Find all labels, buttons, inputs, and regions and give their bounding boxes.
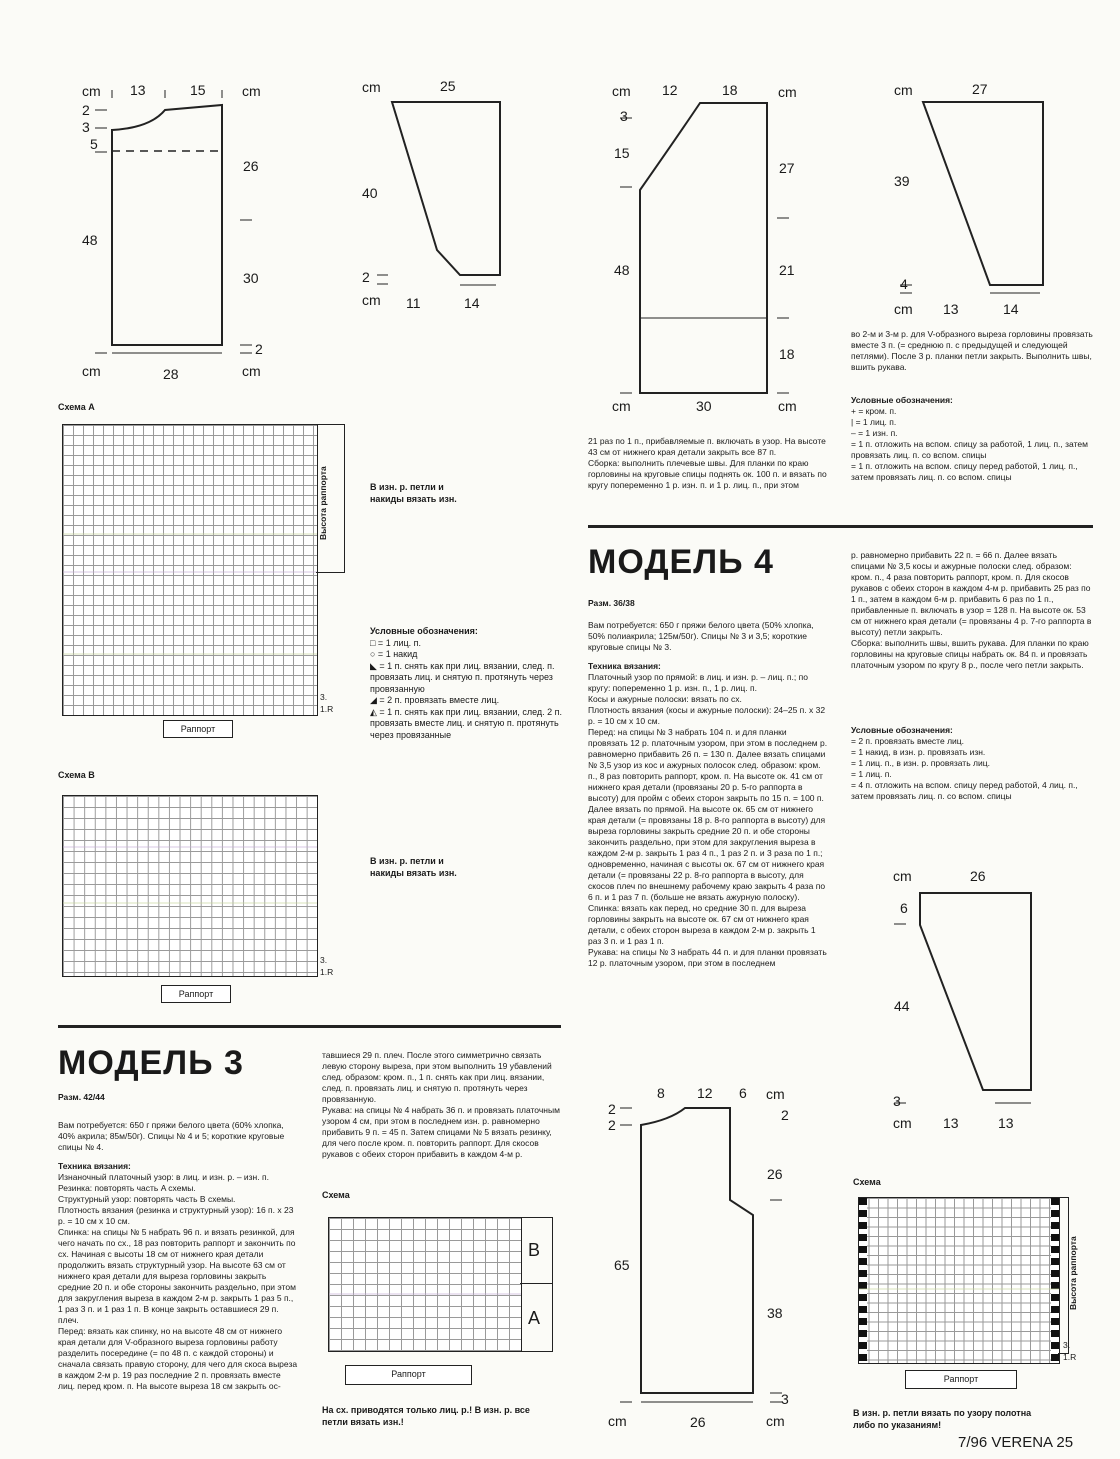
d1-right-2: 2 [255, 341, 263, 357]
schema-a-row-1r: 1.R [320, 704, 334, 714]
model3-p6: Спинка: на спицы № 5 набрать 96 п. и вязать резинкой, для чего начать по сх., 18 раз повторить раппорт и закончить по сх. Начиная с высоты 18 см от нижнего края детали продолжить вязать структурный узор. На высоте 63 см от нижнего края детали для выреза горловины закрыть средние 20 п. и обе стороны закончить раздельно, при этом для закругления выреза в каждом 2-м р. закрыть 1 раз 5 п., 1 раз 3 п. и 1 раз 1 п. В конце закрыть оставшиеся 29 п. плеч. [58, 1227, 296, 1325]
d1-bottom-0: cm [82, 363, 101, 379]
d6-right-0: 2 [781, 1107, 789, 1123]
diagram-2-outline [392, 102, 500, 275]
model4-legend-0: = 2 п. провязать вместе лиц. [851, 736, 965, 746]
legend-a-item-2: ◣ = 1 п. снять как при лиц. вязании, след. п. провязать лиц. и снятую п. протянуть через провязанную [370, 660, 555, 694]
model4-c2-p1: Сборка: выполнить швы, вшить рукава. Для планки по краю горловины на круговые спицы набрать ок. 84 п. и провязать платочным узором по кругу 8 р., после чего петли закрыть. [851, 638, 1089, 670]
legend-a-item-3: ◢ = 2 п. провязать вместе лиц. [370, 695, 500, 705]
d6-left-0: 2 [608, 1101, 616, 1117]
model4-schema-rapport: Раппорт [905, 1370, 1017, 1389]
d4-top-0: cm [894, 82, 913, 98]
schema-a-repeat-label: Высота раппорта [318, 466, 328, 540]
schema-b-row-1r: 1.R [320, 967, 334, 977]
model3-size: Разм. 42/44 [58, 1092, 105, 1102]
model4-legend-title: Условные обозначения: [851, 725, 953, 735]
d1-top-0: cm [82, 83, 101, 99]
legend-b-item-1: | = 1 лиц. п. [851, 417, 897, 427]
model3-schema-rapport: Раппорт [345, 1365, 472, 1385]
d1-left-0: 2 [82, 102, 90, 118]
model4-col1 [588, 620, 828, 969]
d4-bottom-0: cm [894, 301, 913, 317]
legend-b-title: Условные обозначения: [851, 395, 953, 405]
d2-bottom-1: 14 [464, 295, 480, 311]
d1-top-1: 13 [130, 82, 146, 98]
d3-bottom-0: cm [612, 398, 631, 414]
model3-p3: Резинка: повторять часть A схемы. [58, 1183, 196, 1193]
d1-left-2: 5 [90, 136, 98, 152]
page-footer: 7/96 VERENA 25 [958, 1434, 1074, 1451]
d6-bottom-1: 26 [690, 1414, 706, 1430]
model2-cont-0: 21 раз по 1 п., прибавляемые п. включать в узор. На высоте 43 см от нижнего края детали закрыть все 87 п. [588, 436, 826, 457]
model4-p2: Платочный узор по прямой: в лиц. и изн. р. – лиц. п.; по кругу: попеременно 1 р. изн. п., 1 р. лиц. п. [588, 672, 808, 693]
d4-left-0: 39 [894, 173, 910, 189]
model4-size: Разм. 36/38 [588, 598, 635, 608]
d1-right-0: 26 [243, 158, 259, 174]
model3-p2: Изнаночный платочный узор: в лиц. и изн. р. – изн. п. [58, 1172, 269, 1182]
d3-left-0: 3 [620, 108, 628, 124]
d1-right-1: 30 [243, 270, 259, 286]
d3-left-1: 15 [614, 145, 630, 161]
model2-cont-1: Сборка: выполнить плечевые швы. Для планки по краю горловины на круговые спицы поднять ок. 100 п. и вязать по кругу попеременно 1 р. изн. п. и 1 р. лиц. п., при этом [588, 458, 827, 490]
model4-rule [588, 525, 1093, 528]
d5-left-2: 3 [893, 1093, 901, 1109]
legend-b-item-4: = 1 п. отложить на вспом. спицу перед работой, 1 лиц. п., затем провязать лиц. п. со вспом. спицы [851, 461, 1078, 482]
d6-left-1: 2 [608, 1117, 616, 1133]
d4-bottom-2: 14 [1003, 301, 1019, 317]
d5-bottom-0: cm [893, 1115, 912, 1131]
d3-top-1: 12 [662, 82, 678, 98]
model3-schema-label-a: A [528, 1308, 541, 1328]
d2-left-1: 2 [362, 269, 370, 285]
d6-left-2: 65 [614, 1257, 630, 1273]
d6-left-3: cm [608, 1413, 627, 1429]
schema-b-row-3: 3. [320, 955, 328, 965]
d3-top-3: cm [778, 84, 797, 100]
d2-left-2: cm [362, 292, 381, 308]
legend-b [851, 395, 1093, 483]
d6-top-0: 8 [657, 1085, 665, 1101]
model4-legend-3: = 1 лиц. п. [851, 769, 892, 779]
d3-top-0: cm [612, 83, 631, 99]
d5-left-1: 44 [894, 998, 910, 1014]
model4-legend-4: = 4 п. отложить на вспом. спицу перед работой, 4 лиц. п., затем провязать лиц. п. со вспом. спицы [851, 780, 1078, 801]
d1-bottom-2: cm [242, 363, 261, 379]
diagram-4-outline [923, 102, 1043, 285]
model4-schema-grid [858, 1197, 1060, 1364]
schema-a-rapport: Раппорт [163, 720, 233, 738]
d1-left-3: 48 [82, 232, 98, 248]
model4-col2 [851, 550, 1093, 671]
d6-right-1: 26 [767, 1166, 783, 1182]
schema-a-row-3: 3. [320, 692, 328, 702]
d3-right-1: 21 [779, 262, 795, 278]
schema-a-grid [62, 424, 318, 716]
legend-b-item-3: = 1 п. отложить на вспом. спицу за работой, 1 лиц. п., затем провязать лиц. п. со вспом. спицы [851, 439, 1088, 460]
model4-schema-note: В изн. р. петли вязать по узору полотна либо по указаниям! [853, 1408, 1032, 1430]
d3-top-2: 18 [722, 82, 738, 98]
d2-left-0: 40 [362, 185, 378, 201]
model3-p0: Вам потребуется: 650 г пряжи белого цвета (60% хлопка, 40% акрила; 85м/50г). Спицы № 4 и 5; короткие круговые спицы № 4. [58, 1120, 285, 1152]
model3-p4: Структурный узор: повторять часть B схемы. [58, 1194, 236, 1204]
legend-a-item-1: ○ = 1 накид [370, 649, 418, 659]
d2-top-0: cm [362, 79, 381, 95]
d6-top-3: cm [766, 1086, 785, 1102]
model4-schema-title: Схема [853, 1177, 881, 1187]
model3-schema-title: Схема [322, 1190, 350, 1200]
schema-b-rapport: Раппорт [161, 985, 231, 1003]
d3-bottom-1: 30 [696, 398, 712, 414]
model3-schema-bracket [520, 1217, 553, 1352]
model3-schema-note: На сх. приводятся только лиц. р.! В изн. р. все петли вязать изн.! [322, 1405, 530, 1427]
model3-c2-p0: тавшиеся 29 п. плеч. После этого симметрично связать левую сторону выреза, при этом выполнить 19 убавлений след. образом: кром. п., 1 п. снять как при лиц. вязании, след. п. провязать лиц. и снятую п. протянуть через провязанную. [322, 1050, 552, 1104]
model4-p4: Плотность вязания (косы и ажурные полоски): 24–25 п. х 32 р. = 10 см х 10 см. [588, 705, 826, 726]
legend-a-title: Условные обозначения: [370, 626, 478, 636]
d6-bottom-2: cm [766, 1413, 785, 1429]
d2-top-1: 25 [440, 78, 456, 94]
model4-row-1r: 1.R [1063, 1352, 1077, 1362]
diagram-1-outline [112, 105, 222, 345]
model4-c2-p0: р. равномерно прибавить 22 п. = 66 п. Далее вязать спицами № 3,5 косы и ажурные полоски след. образом: кром. п., 4 раза повторить раппорт, кром. п. Для скосов рукавов с обеих сторон в каждом 4-м р. прибавить 25 раз по 1 п., затем в каждом 6-м р. прибавить 6 раз по 1 п., прибавленные п. включать в узор = 128 п. На высоте ок. 53 см от нижнего края детали (= провязаны 4 р. 7-го раппорта в высоту) петли закрыть. [851, 550, 1092, 637]
d3-bottom-2: cm [778, 398, 797, 414]
diagram-5-outline [920, 893, 1031, 1090]
legend-a-item-0: □ = 1 лиц. п. [370, 637, 422, 648]
d6-right-3: 3 [781, 1391, 789, 1407]
d5-top-0: cm [893, 868, 912, 884]
model3-p5: Плотность вязания (резинка и структурный узор): 16 п. х 23 р. = 10 см х 10 см. [58, 1205, 294, 1226]
d1-bottom-1: 28 [163, 366, 179, 382]
d6-top-1: 12 [697, 1085, 713, 1101]
d6-right-2: 38 [767, 1305, 783, 1321]
schema-b-title: Схема B [58, 770, 95, 780]
model3-c2-p1: Рукава: на спицы № 4 набрать 36 п. и провязать платочным узором 4 см, при этом в последнем изн. р. равномерно прибавить 9 п. = 45 п. Затем спицами № 5 вязать резинку, для чего после кром. п. повторить раппорт. Для скосов рукавов с обеих сторон прибавить в каждом 4-м р. [322, 1105, 560, 1159]
legend-a [370, 626, 565, 741]
model3-p1: Техника вязания: [58, 1161, 131, 1171]
d5-left-0: 6 [900, 900, 908, 916]
d4-left-1: 4 [900, 276, 908, 292]
model4-legend-2: = 1 лиц. п., в изн. р. провязать лиц. [851, 758, 990, 768]
model4-legend [851, 725, 1093, 802]
d6-top-2: 6 [739, 1085, 747, 1101]
schema-b-note: В изн. р. петли и накиды вязать изн. [370, 856, 457, 878]
model3-rule [58, 1025, 561, 1028]
d5-bottom-1: 13 [943, 1115, 959, 1131]
d3-right-0: 27 [779, 160, 795, 176]
model4-p6: Спинка: вязать как перед, но средние 30 п. для выреза горловины закрыть на высоте ок. 67 см от нижнего края детали, с обеих сторон выреза в каждом 2-м р. закрыть 1 раз 3 п. и 1 раз 1 п. [588, 903, 816, 946]
d1-top-2: 15 [190, 82, 206, 98]
model4-p1: Техника вязания: [588, 661, 661, 671]
model3-col1 [58, 1120, 298, 1392]
model3-schema-label-b: B [528, 1240, 541, 1260]
model3-p7: Перед: вязать как спинку, но на высоте 48 см от нижнего края детали для V-образного выреза горловины работу разделить посередине (= по 48 п. с каждой стороны) и сначала связать правую сторону, для чего для скоса выреза в каждом 2-м р. 19 раз последние 2 п. провязать вместе лиц. перед кром. п. На высоте выреза 18 см закрыть ос- [58, 1326, 298, 1391]
model3-schema-grid [328, 1217, 522, 1352]
model4-p3: Косы и ажурные полоски: вязать по сх. [588, 694, 742, 704]
d2-bottom-0: 11 [406, 295, 421, 311]
model2-continuation [588, 436, 828, 491]
model4-row-3: 3. [1063, 1340, 1071, 1350]
model3-title: МОДЕЛЬ 3 [58, 1044, 244, 1082]
model4-p5: Перед: на спицы № 3 набрать 104 п. и для планки провязать 12 р. платочным узором, при этом в последнем р. равномерно прибавить 26 п. = 130 п. Далее вязать спицами № 3,5 узор из кос и ажурных полосок след. образом: кром. п., 8 раз повторить раппорт, кром. п. На высоте ок. 41 см от нижнего края детали (провязаны 20 р. 5-го раппорта в высоту) для пройм с обеих сторон закрыть по 15 п. = 100 п. Далее вязать по прямой. На высоте ок. 65 см от нижнего края детали (= провязаны 18 р. 8-го раппорта в высоту) для выреза горловины закрыть средние 20 п. и обе стороны закончить раздельно, при этом для закругления выреза в каждом 2-м р. закрыть 1 раз 4 п., 1 раз 2 п. и 3 раза по 1 п.; одновременно, начиная с высоты ок. 67 см от нижнего края детали (= провязаны 22 р. 8-го раппорта в высоту, для скосов плеч по внешнему рабочему краю закрыть 4 раза по 6 п. и 1 раз 7 п. (больше не вязать ажурную полоску). [588, 727, 828, 902]
legend-b-item-0: + = кром. п. [851, 406, 897, 416]
diagram-3-outline [640, 103, 767, 393]
d3-right-2: 18 [779, 346, 795, 362]
schema-a-title: Схема A [58, 402, 95, 412]
legend-b-item-2: – = 1 изн. п. [851, 428, 898, 438]
model4-p7: Рукава: на спицы № 3 набрать 44 п. и для планки провязать 12 р. платочным узором, при этом в последнем [588, 947, 827, 968]
schema-b-grid [62, 795, 318, 977]
d1-top-3: cm [242, 83, 261, 99]
d5-top-1: 26 [970, 868, 986, 884]
model4-title: МОДЕЛЬ 4 [588, 543, 774, 581]
d5-bottom-2: 13 [998, 1115, 1014, 1131]
diagram-6-outline [641, 1108, 753, 1393]
model4-p0: Вам потребуется: 650 г пряжи белого цвета (50% хлопка, 50% полиакрила; 125м/50г). Спицы № 3 и 3,5; короткие круговые спицы № 3. [588, 620, 814, 652]
d4-top-1: 27 [972, 81, 988, 97]
d1-left-1: 3 [82, 119, 90, 135]
model3-col2 [322, 1050, 562, 1160]
legend-a-item-4: ◭ = 1 п. снять как при лиц. вязании, след. 2 п. провязать вместе лиц. и снятую п. протянуть через провязанные [370, 706, 563, 740]
schema-a-note: В изн. р. петли и накиды вязать изн. [370, 482, 457, 504]
model4-schema-repeat: Высота раппорта [1068, 1236, 1078, 1310]
model-right-top-text: во 2-м и 3-м р. для V-образного выреза горловины провязать вместе 3 п. (= среднюю п. с предыдущей и следующей петлями). После 3 р. планки петли закрыть. Выполнить швы, вшить рукава. [851, 329, 1093, 372]
d3-left-2: 48 [614, 262, 630, 278]
d4-bottom-1: 13 [943, 301, 959, 317]
model4-legend-1: = 1 накид, в изн. р. провязать изн. [851, 747, 986, 757]
